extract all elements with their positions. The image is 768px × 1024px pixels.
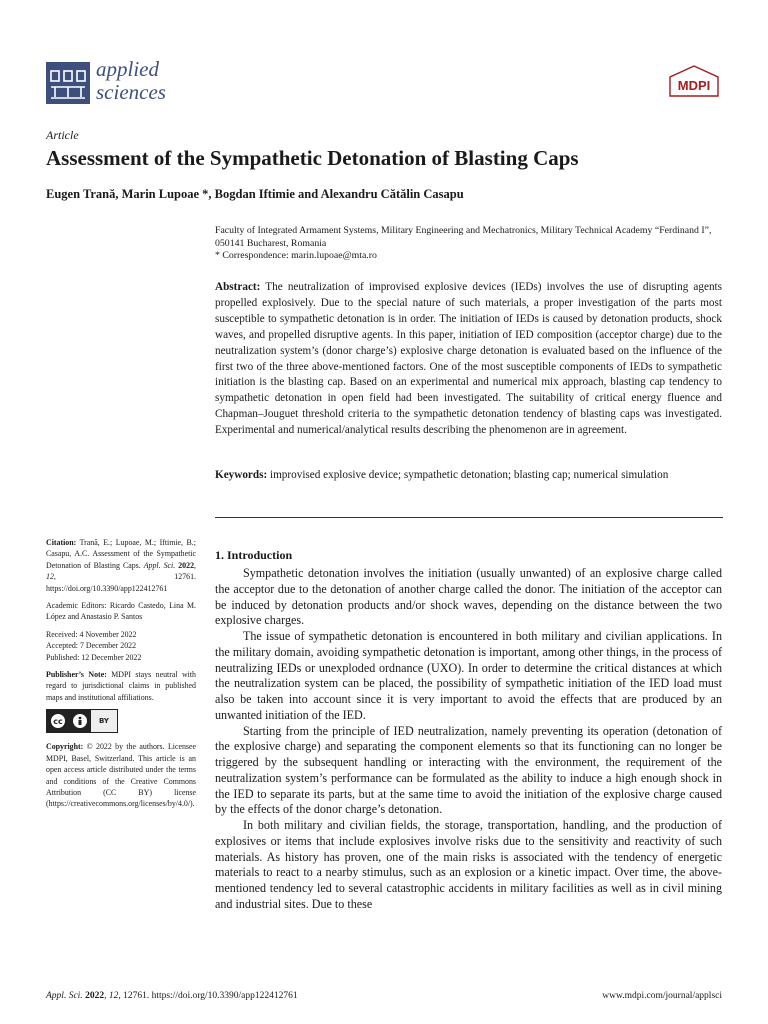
paper-title: Assessment of the Sympathetic Detonation of Blasting Caps	[46, 146, 579, 170]
section-body	[215, 566, 722, 913]
mdpi-logo	[668, 65, 720, 97]
accepted-date: Accepted: 7 December 2022	[46, 641, 137, 651]
attribution-icon	[72, 713, 88, 729]
footer-doi-link[interactable]: , 12761. https://doi.org/10.3390/app122412761	[118, 991, 298, 1001]
paragraph: The issue of sympathetic detonation is encountered in both military and civilian applications. In the military domain, avoiding sympathetic detonation is important, among other things, in the process of neutralizing IEDs or unexploded ordnance (UXO). In order to determine the critical distances at which the neutralization system can be placed, the possibility of sympathetic initiation of the IED load must also be taken into account since it is very important to avoid the effects that are produced by an unwanted initiation of the IED.	[215, 629, 722, 722]
academic-editors: Academic Editors: Ricardo Castedo, Lina M. López and Anastasio P. Santos	[46, 601, 196, 622]
author-list: Eugen Trană, Marin Lupoae *, Bogdan Iftimie and Alexandru Cătălin Casapu	[46, 187, 464, 201]
copyright: Copyright: © 2022 by the authors. Licensee MDPI, Basel, Switzerland. This article is an open access article distributed under the terms and conditions of the Creative Commons Attribution (CC BY) license (https://creativecommons.org/licenses/by/4.0/).	[46, 742, 196, 809]
footer-citation: Appl. Sci. 2022, 12, 12761. https://doi.org/10.3390/app122412761	[46, 991, 298, 1001]
section-heading: 1. Introduction	[215, 548, 293, 562]
journal-name: applied sciences	[96, 57, 166, 104]
citation: Citation: Trană, E.; Lupoae, M.; Iftimie, B.; Casapu, A.C. Assessment of the Sympathetic Detonation of Blasting Caps. Appl. Sci. 2022, 12, 12761. https://doi.org/10.3390/app122412761	[46, 538, 196, 593]
received-date: Received: 4 November 2022	[46, 629, 137, 639]
keywords-text: improvised explosive device; sympathetic detonation; blasting cap; numerical simulation	[270, 469, 669, 481]
article-type: Article	[46, 128, 79, 142]
cc-by-license-badge[interactable]	[46, 709, 118, 733]
mdpi-wordmark: MDPI	[677, 78, 711, 93]
published-date: Published: 12 December 2022	[46, 652, 142, 662]
footer-journal-url[interactable]: www.mdpi.com/journal/applsci	[602, 991, 722, 1001]
abstract-text: The neutralization of improvised explosive devices (IEDs) involves the use of disrupting agents propelled explosively. Due to the special nature of such materials, a proper investigation of the parts most susceptible to sympathetic detonation is in order. The initiation of IEDs is caused by detonation products, shock waves, and propelled disruptive agents. In this paper, initiation of IED composition (acceptor charge) due to the neutralization system’s (donor charge’s) explosive charge detonation is evaluated based on the influence of the first two of the three above-mentioned factors. One of the most susceptible components of IEDs to sympathetic initiation is the blasting cap. Based on an experimental and numerical mix approach, blasting cap tendency to sympathetic detonation in open field had been investigated. The suitability of critical energy fluence and Chapman–Jouguet threshold criteria to the sympathetic detonation tendency of blasting caps was investigated. Experimental and numerical/analytical results describing the phenomenon are in agreement.	[215, 281, 722, 437]
dates	[46, 629, 196, 663]
affiliation-text: Faculty of Integrated Armament Systems, Military Engineering and Mechatronics, Military Technical Academy “Ferdinand I”, 050141 Bucharest, Romania	[215, 225, 712, 249]
keywords-label: Keywords:	[215, 469, 268, 481]
paragraph: In both military and civilian fields, the storage, transportation, handling, and the production of explosives or items that include explosives involve risks due to the sensitivity and reactivity of such materials. As history has proven, one of the main risks is associated with the tendency of energetic materials to react to a nearby stimulus, such as an explosion or a kinetic impact. Over time, the above-mentioned tendency led to several catastrophic accidents in military facilities as well as in civil mining and industrial sites. Due to these	[215, 818, 722, 911]
paragraph: Sympathetic detonation involves the initiation (usually unwanted) of an explosive charge called the acceptor due to the detonation of another charge called the donor. The initiation of the acceptor can be induced by detonation products and/or shock waves, depending on the distance between the two explosive charges.	[215, 566, 722, 628]
cc-icon: cc	[50, 713, 66, 729]
abstract	[215, 280, 722, 439]
divider	[215, 517, 723, 518]
citation-doi-link[interactable]: 12761. https://doi.org/10.3390/app122412761	[46, 572, 196, 593]
affiliation-block	[215, 225, 725, 263]
license-type: BY	[98, 716, 110, 725]
publisher-note: Publisher’s Note: MDPI stays neutral with regard to jurisdictional claims in published maps and institutional affiliations.	[46, 670, 196, 702]
abstract-label: Abstract:	[215, 281, 261, 293]
journal-logo	[46, 57, 196, 106]
paragraph: Starting from the principle of IED neutralization, namely preventing its operation (detonation of the explosive charge) and separating the component elements so that its functioning can no longer be triggered by the subsequent handling or interacting with the environment, the requirement of the neutralization system’s performance can be formulated as the ability to induce a high enough shock in the IED to separate its parts, but at the same time to avoid the initiation of the explosive charge caused by the effects of the donor charge’s detonation.	[215, 723, 722, 817]
journal-logo-icon	[46, 62, 90, 104]
keywords	[215, 468, 722, 484]
correspondence: * Correspondence: marin.lupoae@mta.ro	[215, 250, 377, 261]
article-sidebar	[46, 537, 196, 816]
